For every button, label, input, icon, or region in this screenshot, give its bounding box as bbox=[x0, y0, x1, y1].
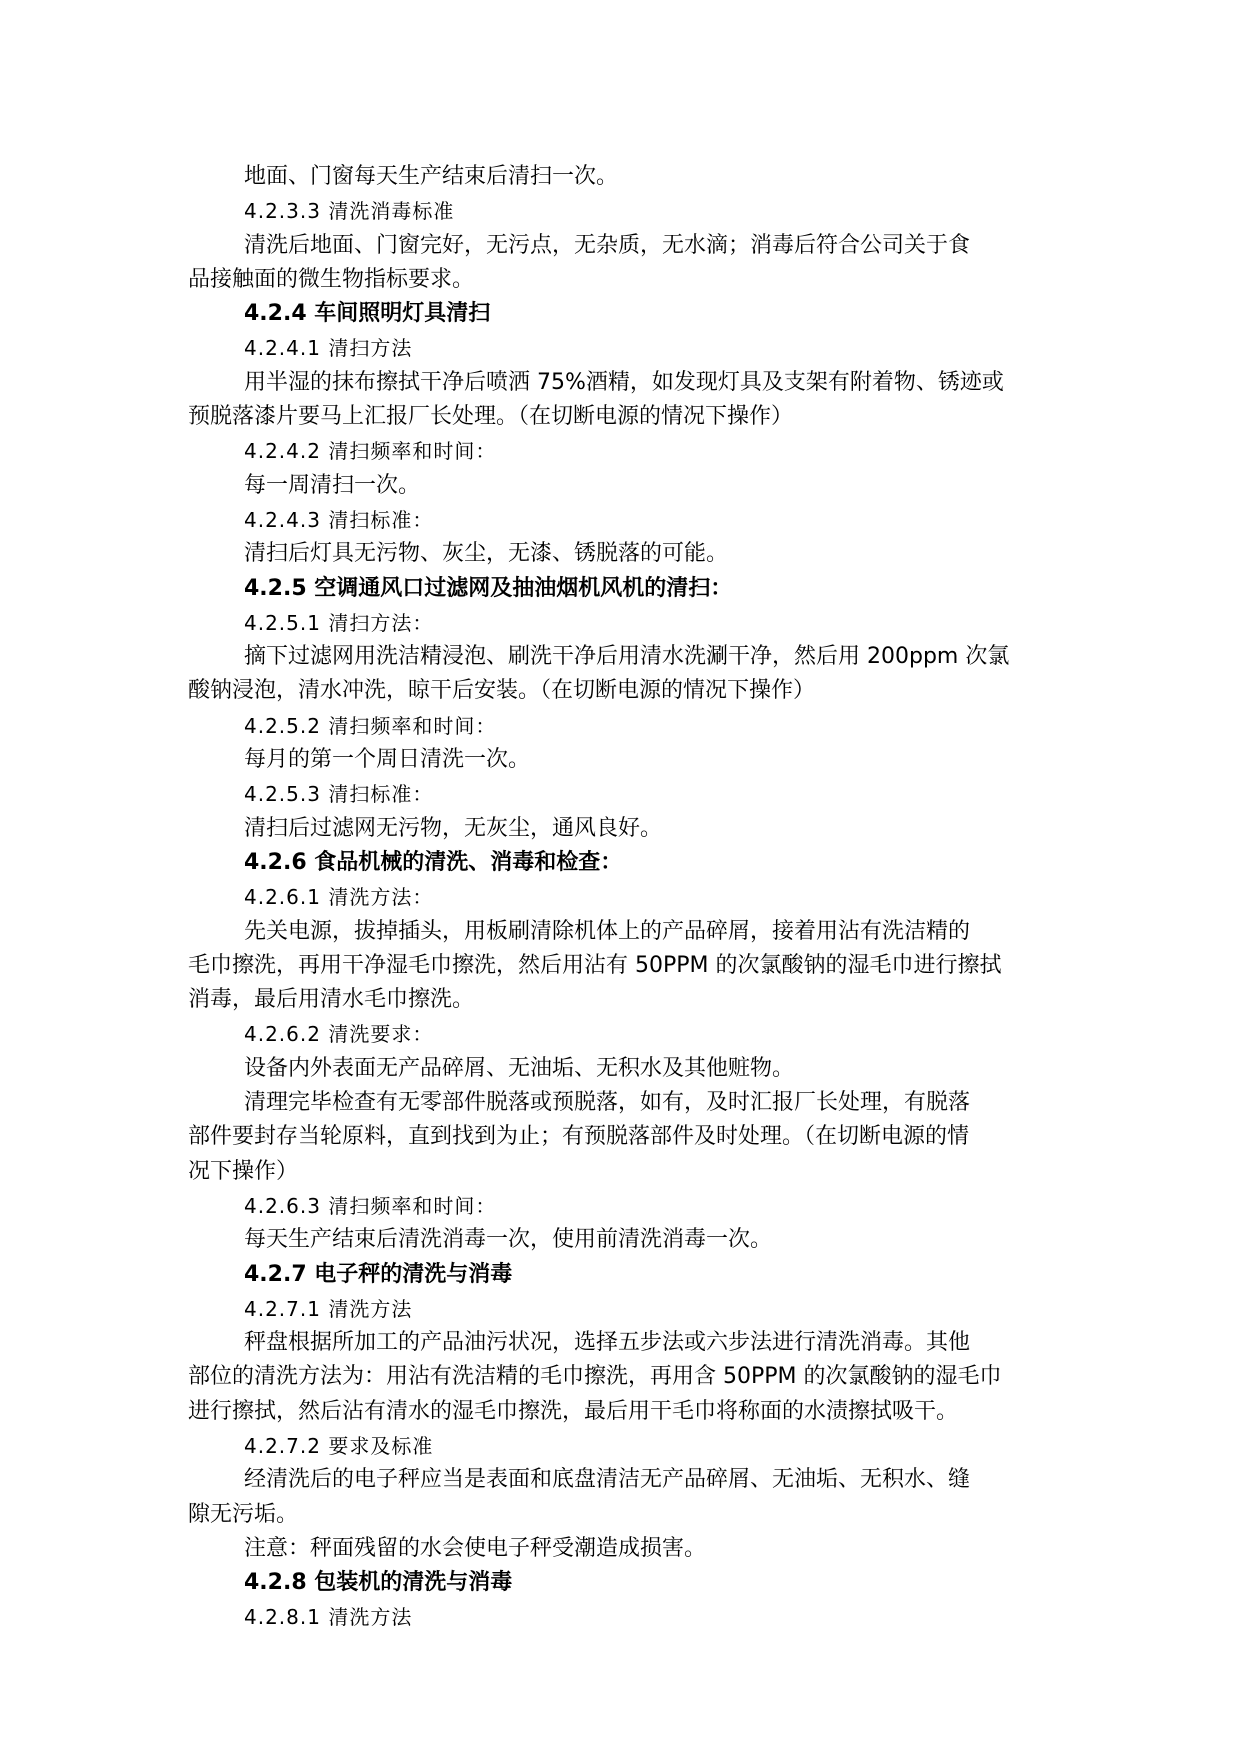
text-line: 酸钠浸泡，清水冲洗，晾干后安装。（在切断电源的情况下操作） bbox=[188, 678, 816, 704]
text-line: 部位的清洗方法为：用沾有洗洁精的毛巾擦洗，再用含 50PPM 的次氯酸钠的湿毛巾 bbox=[188, 1364, 1002, 1390]
text-line: 秤盘根据所加工的产品油污状况，选择五步法或六步法进行清洗消毒。其他 bbox=[244, 1330, 971, 1356]
text-line: 进行擦拭，然后沾有清水的湿毛巾擦洗，最后用干毛巾将称面的水渍擦拭吸干。 bbox=[188, 1398, 959, 1424]
subsection-heading: 4.2.3.3 清洗消毒标准 bbox=[244, 199, 455, 224]
text-line: 隙无污垢。 bbox=[188, 1501, 299, 1527]
subsection-heading: 4.2.4.1 清扫方法 bbox=[244, 336, 413, 361]
text-line: 注意：秤面残留的水会使电子秤受潮造成损害。 bbox=[244, 1535, 707, 1561]
text-line: 设备内外表面无产品碎屑、无油垢、无积水及其他赃物。 bbox=[244, 1055, 795, 1081]
text-line: 毛巾擦洗，再用干净湿毛巾擦洗，然后用沾有 50PPM 的次氯酸钠的湿毛巾进行擦拭 bbox=[188, 952, 1002, 978]
text-line: 每月的第一个周日清洗一次。 bbox=[244, 747, 531, 773]
text-line: 清理完毕检查有无零部件脱落或预脱落，如有，及时汇报厂长处理，有脱落 bbox=[244, 1090, 971, 1116]
section-heading: 4.2.7 电子秤的清洗与消毒 bbox=[244, 1261, 513, 1287]
document-body bbox=[188, 160, 1068, 1635]
subsection-heading: 4.2.5.3 清扫标准： bbox=[244, 782, 434, 807]
text-line: 用半湿的抹布擦拭干净后喷洒 75%酒精，如发现灯具及支架有附着物、锈迹或 bbox=[244, 369, 1004, 395]
text-line: 部件要封存当轮原料，直到找到为止；有预脱落部件及时处理。（在切断电源的情 bbox=[188, 1124, 970, 1150]
subsection-heading: 4.2.6.1 清洗方法： bbox=[244, 885, 434, 910]
subsection-heading: 4.2.5.2 清扫频率和时间： bbox=[244, 713, 497, 738]
section-heading: 4.2.6 食品机械的清洗、消毒和检查： bbox=[244, 849, 623, 875]
text-line: 况下操作） bbox=[188, 1158, 299, 1184]
text-line: 品接触面的微生物指标要求。 bbox=[188, 266, 475, 292]
text-line: 每天生产结束后清洗消毒一次，使用前清洗消毒一次。 bbox=[244, 1227, 773, 1253]
subsection-heading: 4.2.6.3 清扫频率和时间： bbox=[244, 1193, 497, 1218]
text-line: 消毒，最后用清水毛巾擦洗。 bbox=[188, 987, 475, 1013]
text-line: 地面、门窗每天生产结束后清扫一次。 bbox=[244, 164, 619, 189]
text-line: 预脱落漆片要马上汇报厂长处理。（在切断电源的情况下操作） bbox=[188, 404, 794, 430]
subsection-heading: 4.2.7.1 清洗方法 bbox=[244, 1296, 413, 1321]
subsection-heading: 4.2.5.1 清扫方法： bbox=[244, 610, 434, 635]
text-line: 先关电源，拔掉插头，用板刷清除机体上的产品碎屑，接着用沾有洗洁精的 bbox=[244, 918, 971, 944]
text-line: 清洗后地面、门窗完好，无污点，无杂质，无水滴；消毒后符合公司关于食 bbox=[244, 232, 971, 258]
subsection-heading: 4.2.4.3 清扫标准： bbox=[244, 507, 434, 532]
text-line: 清扫后灯具无污物、灰尘，无漆、锈脱落的可能。 bbox=[244, 541, 729, 567]
text-line: 摘下过滤网用洗洁精浸泡、刷洗干净后用清水洗涮干净，然后用 200ppm 次氯 bbox=[244, 644, 1010, 670]
section-heading: 4.2.4 车间照明灯具清扫 bbox=[244, 301, 491, 327]
text-line: 经清洗后的电子秤应当是表面和底盘清洁无产品碎屑、无油垢、无积水、缝 bbox=[244, 1467, 971, 1493]
subsection-heading: 4.2.4.2 清扫频率和时间： bbox=[244, 439, 497, 464]
text-line: 每一周清扫一次。 bbox=[244, 472, 421, 498]
subsection-heading: 4.2.8.1 清洗方法 bbox=[244, 1605, 413, 1630]
subsection-heading: 4.2.6.2 清洗要求： bbox=[244, 1022, 434, 1047]
text-line: 清扫后过滤网无污物，无灰尘，通风良好。 bbox=[244, 815, 663, 841]
subsection-heading: 4.2.7.2 要求及标准 bbox=[244, 1433, 434, 1458]
section-heading: 4.2.5 空调通风口过滤网及抽油烟机风机的清扫： bbox=[244, 575, 733, 601]
section-heading: 4.2.8 包装机的清洗与消毒 bbox=[244, 1570, 513, 1596]
